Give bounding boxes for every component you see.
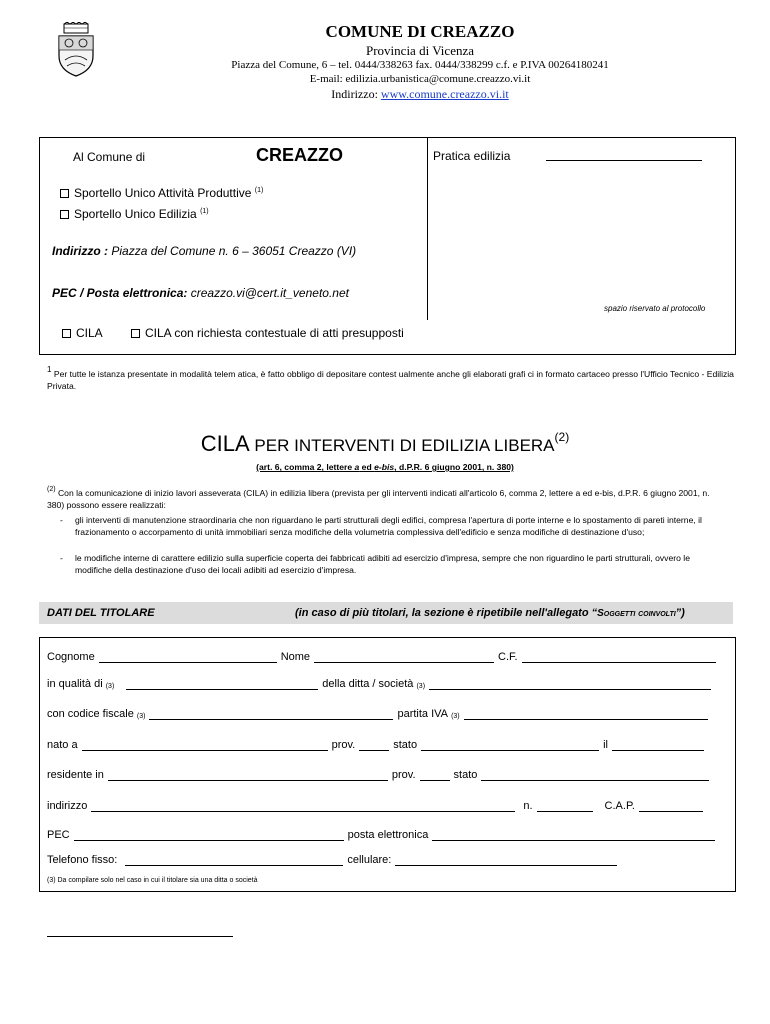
website-label: Indirizzo:	[331, 87, 378, 101]
partita-iva-field[interactable]	[464, 710, 708, 720]
footnote-1-text: Per tutte le istanza presentate in modalità telem atica, è fatto obbligo di depositare contest ualmente anche gli elaborati grafi ci in formato cartaceo presso l'Ufficio Tecnico - Edilizia Privata.	[47, 369, 734, 391]
section-titolare-header	[39, 602, 733, 624]
website-link[interactable]: www.comune.creazzo.vi.it	[380, 87, 509, 101]
posta-elettronica-field[interactable]	[432, 831, 715, 841]
prov-nascita-field[interactable]	[359, 741, 389, 751]
province-name: Provincia di Vicenza	[366, 43, 474, 58]
section-titolare-title: DATI DEL TITOLARE	[47, 607, 155, 619]
telefono-field[interactable]	[125, 856, 343, 866]
note-2-intro: Con la comunicazione di inizio lavori asseverata (CILA) in edilizia libera (prevista per gli interventi indicati all'articolo 6, comma 2, lettere a ed e-bis, d.P.R. 6 giugno 2001, n. 380) possono essere realizzati:	[47, 488, 710, 510]
stato-nascita-field[interactable]	[421, 741, 599, 751]
note-2-bullet-2: - le modifiche interne di carattere edilizio sulla superficie coperta dei fabbricati adibiti ad esercizio d'impresa, sempre che non riguardino le parti strutturali, ovvero le modifiche della destinazione d'uso dei locali adibiti ad esercizio d'impresa.	[60, 553, 690, 575]
title-cila: CILA	[200, 431, 250, 456]
option-suap[interactable]: Sportello Unico Attività Produttive $^{(1)}$	[60, 186, 263, 200]
option-cila-richiesta[interactable]: CILA con richiesta contestuale di atti presupposti	[131, 326, 404, 340]
option-cila[interactable]: CILA	[62, 326, 103, 340]
footnote-1-marker: 1	[47, 365, 52, 374]
row-indirizzo: indirizzo n. C.A.P.	[47, 800, 725, 812]
pec-value: creazzo.vi@cert.it_veneto.net	[190, 286, 349, 300]
data-nascita-field[interactable]	[612, 741, 704, 751]
section-titolare-note: (in caso di più titolari, la sezione è ripetibile nell'allegato “Soggetti coinvolti”)	[295, 607, 685, 619]
protocol-note: spazio riservato al protocollo	[604, 304, 706, 313]
municipality-name: COMUNE DI CREAZZO	[325, 22, 515, 41]
in-qualita-field[interactable]	[126, 680, 318, 690]
protocol-divider	[427, 137, 428, 320]
cila-checkbox[interactable]	[62, 329, 71, 338]
indirizzo-label: Indirizzo :	[52, 244, 108, 258]
stato-residenza-field[interactable]	[481, 771, 709, 781]
contact-email: E-mail: edilizia.urbanistica@comune.creazzo.vi.it	[309, 73, 531, 85]
row-cognome: Cognome Nome C.F.	[47, 651, 725, 663]
website-line	[200, 87, 640, 102]
residente-field[interactable]	[108, 771, 388, 781]
municipal-crest	[55, 22, 97, 78]
indirizzo-line	[52, 244, 356, 258]
footnote-1	[47, 364, 737, 392]
pratica-edilizia-field[interactable]	[546, 151, 702, 161]
cap-field[interactable]	[639, 802, 703, 812]
coat-of-arms-icon	[55, 22, 97, 78]
cila-richiesta-checkbox[interactable]	[131, 329, 140, 338]
footnote-separator	[47, 936, 233, 937]
title-rest: PER INTERVENTI DI EDILIZIA LIBERA	[249, 436, 555, 455]
ditta-field[interactable]	[429, 680, 711, 690]
note-2	[47, 484, 727, 511]
codice-fiscale-field[interactable]	[149, 710, 393, 720]
cognome-field[interactable]	[99, 653, 277, 663]
nome-field[interactable]	[314, 653, 494, 663]
al-comune-label: Al Comune di	[73, 150, 146, 164]
row-qualita: in qualità di $_{(3)}$ della ditta / società $_{(3)}$	[47, 678, 725, 690]
row-codice-fiscale: con codice fiscale $_{(3)}$ partita IVA $_{(3)}$	[47, 708, 725, 720]
row-residenza: residente in prov. stato	[47, 769, 725, 781]
document-subtitle: (art. 6, comma 2, lettere a ed e-bis, d.P.R. 6 giugno 2001, n. 380)	[256, 462, 514, 472]
note-2-marker: (2)	[47, 486, 56, 493]
numero-civico-field[interactable]	[537, 802, 593, 812]
note-2-bullet-1: - gli interventi di manutenzione straordinaria che non riguardano le parti strutturali degli edifici, compresa l'apertura di porte interne e lo spostamento di pareti interne, il frazionamento o accorpamento di unità immobiliari senza modifiche della volumetria complessiva dell'edificio e senza modifiche di destinazione d'uso;	[60, 515, 702, 537]
title-ref: (2)	[554, 430, 570, 444]
option-sue[interactable]: Sportello Unico Edilizia $^{(1)}$	[60, 207, 209, 221]
prov-residenza-field[interactable]	[420, 771, 450, 781]
pec-label: PEC / Posta elettronica:	[52, 286, 188, 300]
footnote-3: (3) Da compilare solo nel caso in cui il titolare sia una ditta o società	[47, 877, 258, 884]
pratica-edilizia-label: Pratica edilizia	[433, 149, 511, 163]
contact-address: Piazza del Comune, 6 – tel. 0444/338263 fax. 0444/338299 c.f. e P.IVA 00264180241	[231, 59, 609, 71]
row-nascita: nato a prov. stato il	[47, 739, 725, 751]
suap-checkbox[interactable]	[60, 189, 69, 198]
row-telefono: Telefono fisso: cellulare:	[47, 854, 725, 866]
comune-name: CREAZZO	[256, 145, 343, 165]
row-pec: PEC posta elettronica	[47, 829, 725, 841]
pec-field[interactable]	[74, 831, 344, 841]
cf-field[interactable]	[522, 653, 716, 663]
sue-checkbox[interactable]	[60, 210, 69, 219]
cellulare-field[interactable]	[395, 856, 617, 866]
indirizzo-value: Piazza del Comune n. 6 – 36051 Creazzo (VI)	[111, 244, 357, 258]
document-title	[0, 430, 770, 457]
nato-a-field[interactable]	[82, 741, 328, 751]
indirizzo-field[interactable]	[91, 802, 515, 812]
pec-line	[52, 286, 349, 300]
